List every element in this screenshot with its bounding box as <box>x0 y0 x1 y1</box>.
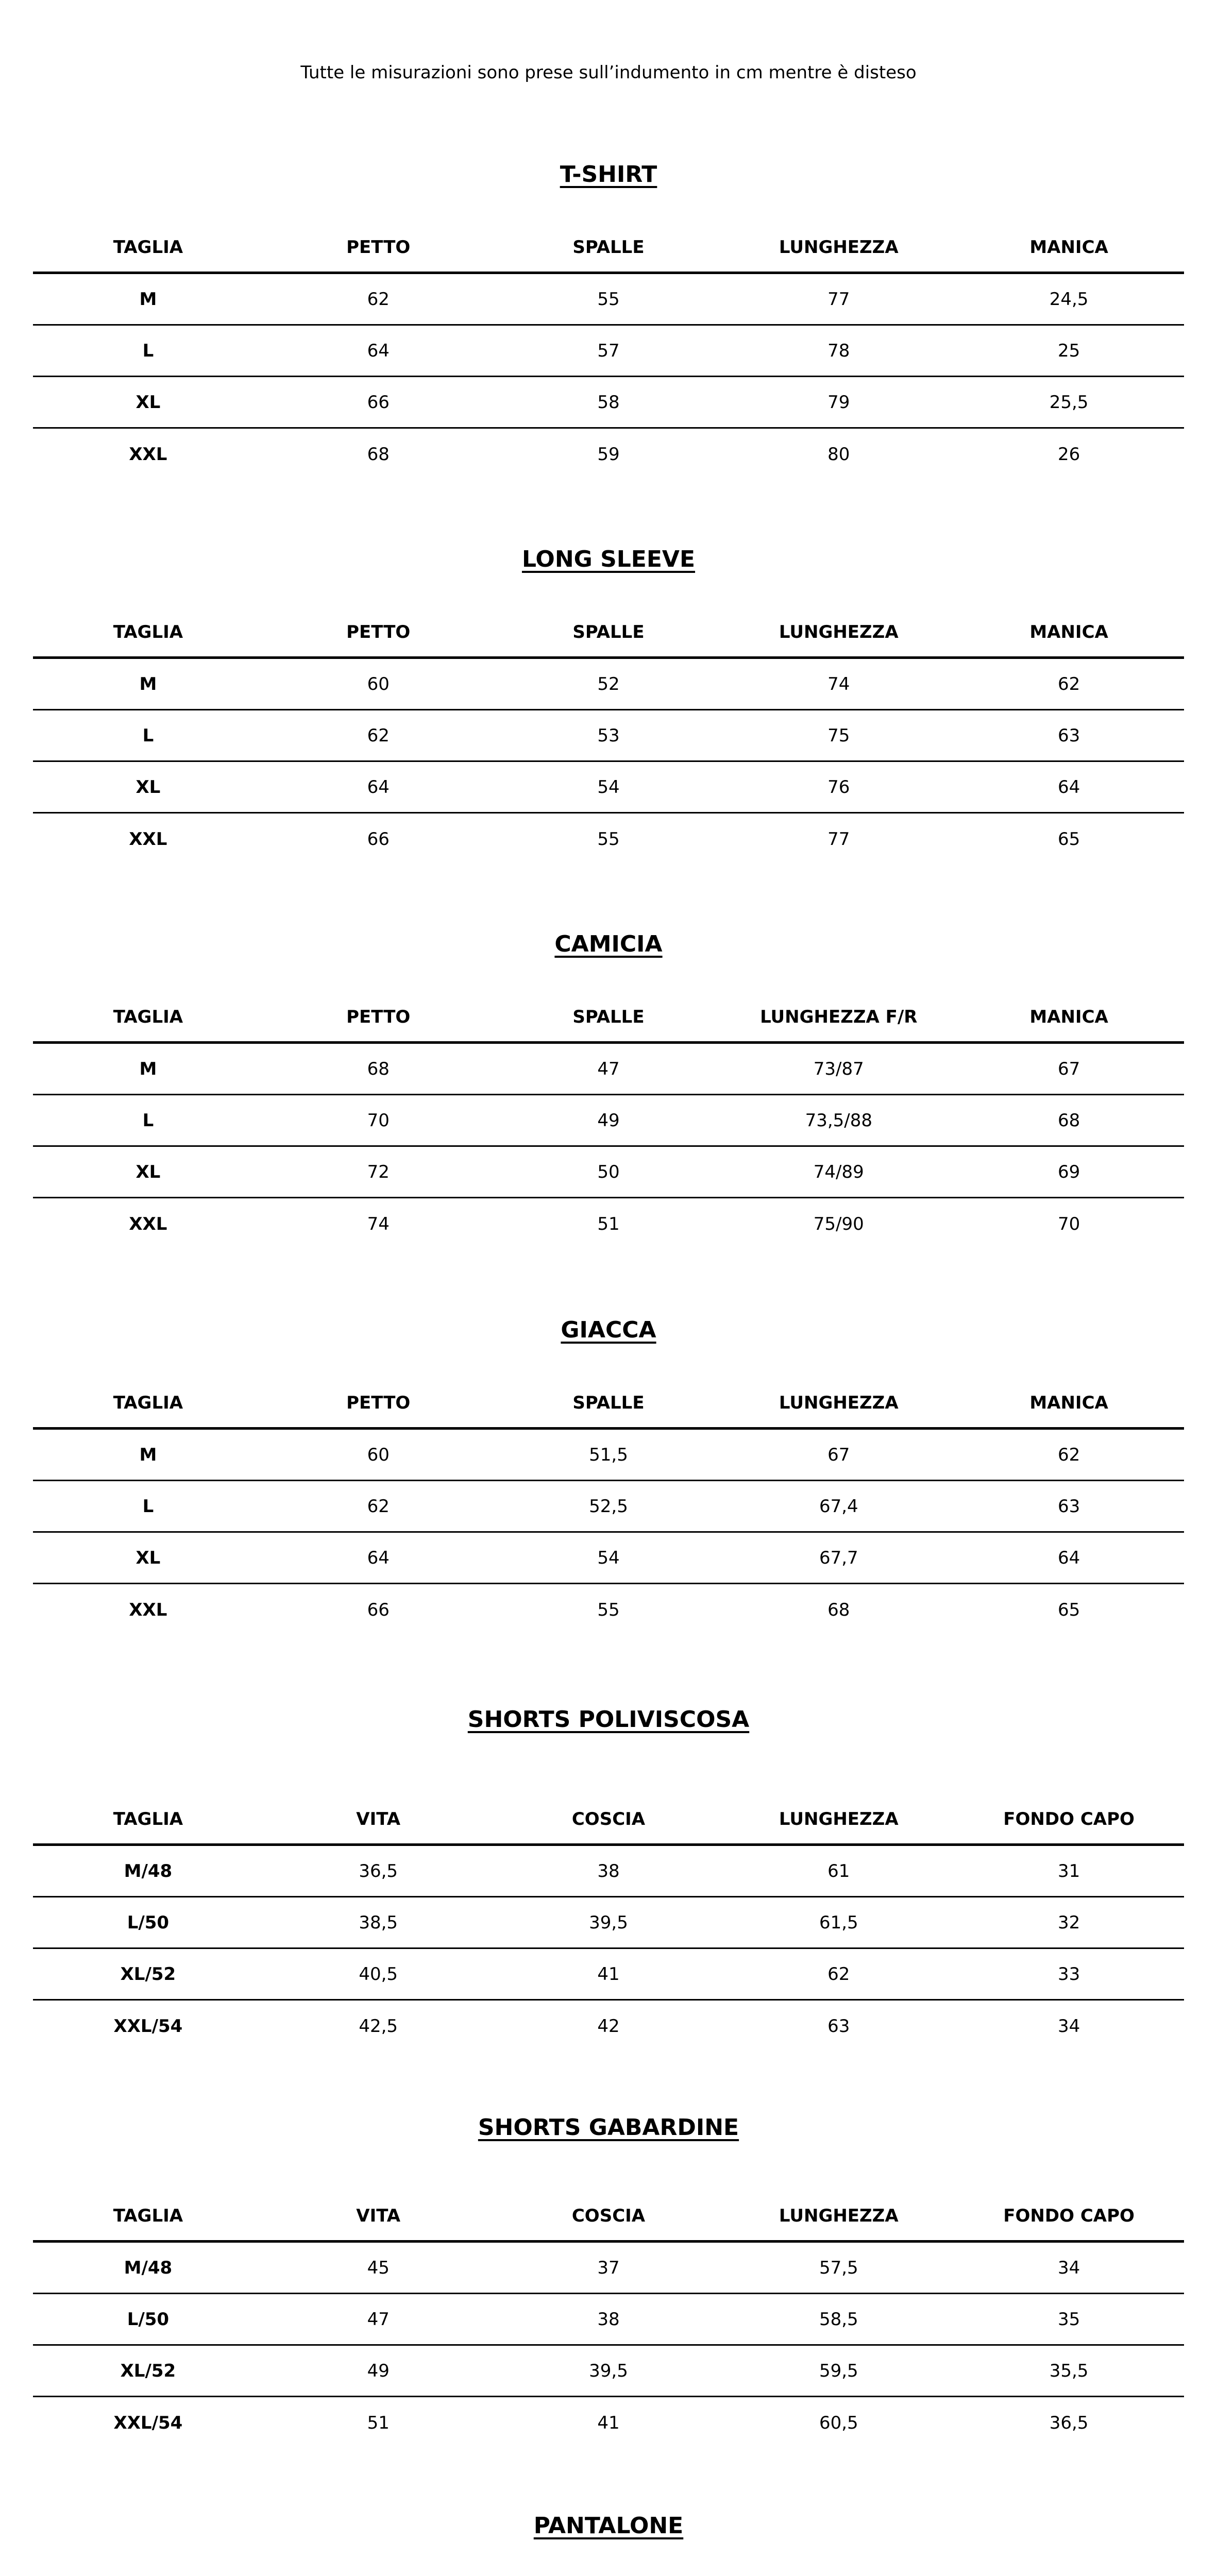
measurement-cell: 62 <box>1057 673 1080 694</box>
measurement-cell: 79 <box>827 392 850 413</box>
column-header: MANICA <box>1029 1006 1108 1027</box>
size-label: L <box>142 1496 154 1517</box>
measurement-cell: 59,5 <box>819 2360 858 2381</box>
column-header: LUNGHEZZA <box>779 1808 899 1829</box>
size-label: XXL <box>129 444 167 465</box>
measurement-cell: 35 <box>1057 2309 1080 2330</box>
measurement-cell: 73/87 <box>813 1058 864 1079</box>
column-header: PETTO <box>346 1006 411 1027</box>
section-title: LONG SLEEVE <box>521 546 696 572</box>
column-header: SPALLE <box>572 1006 645 1027</box>
measurement-cell: 59 <box>597 444 620 465</box>
column-header: LUNGHEZZA <box>779 2205 899 2226</box>
measurement-cell: 42 <box>597 2016 620 2037</box>
measurement-cell: 65 <box>1057 829 1080 850</box>
measurement-cell: 39,5 <box>589 2360 628 2381</box>
size-label: L <box>142 340 154 361</box>
table-row <box>33 2001 1184 2052</box>
table-row <box>33 814 1184 865</box>
measurement-cell: 24,5 <box>1049 289 1089 310</box>
measurement-cell: 33 <box>1057 1963 1080 1985</box>
table-row <box>33 1147 1184 1198</box>
measurement-cell: 40,5 <box>359 1963 398 1985</box>
measurement-note: Tutte le misurazioni sono prese sull’indumento in cm mentre è disteso <box>300 62 917 83</box>
column-header: LUNGHEZZA <box>779 1392 899 1413</box>
measurement-cell: 75/90 <box>813 1214 864 1234</box>
size-table <box>33 1794 1184 2052</box>
column-header: PETTO <box>346 621 411 642</box>
measurement-cell: 67,4 <box>819 1496 858 1517</box>
section-title: SHORTS GABARDINE <box>478 2114 739 2141</box>
measurement-cell: 35,5 <box>1049 2360 1089 2381</box>
table-header-row <box>33 607 1184 659</box>
column-header: TAGLIA <box>113 621 183 642</box>
size-label: L <box>142 725 154 746</box>
size-label: M/48 <box>124 1860 173 1882</box>
table-row <box>33 1198 1184 1250</box>
size-label: M <box>139 289 157 310</box>
measurement-cell: 68 <box>1057 1110 1080 1131</box>
measurement-cell: 57,5 <box>819 2257 858 2278</box>
table-row <box>33 659 1184 710</box>
size-label: M <box>139 673 157 694</box>
column-header: FONDO CAPO <box>1003 2205 1135 2226</box>
size-label: XXL <box>129 829 167 850</box>
size-label: XL <box>136 392 161 413</box>
column-header: COSCIA <box>571 1808 646 1829</box>
measurement-cell: 37 <box>597 2257 620 2278</box>
measurement-cell: 60,5 <box>819 2413 858 2433</box>
size-table <box>33 992 1184 1250</box>
measurement-cell: 58,5 <box>819 2309 858 2330</box>
measurement-cell: 41 <box>597 2413 620 2433</box>
measurement-cell: 41 <box>597 1963 620 1985</box>
measurement-cell: 49 <box>597 1110 620 1131</box>
measurement-cell: 52 <box>597 673 620 694</box>
section-title: SHORTS POLIVISCOSA <box>467 1706 750 1733</box>
table-header-row <box>33 992 1184 1044</box>
column-header: PETTO <box>346 1392 411 1413</box>
measurement-cell: 62 <box>1057 1444 1080 1465</box>
measurement-cell: 36,5 <box>359 1860 398 1882</box>
section-title: GIACCA <box>561 1317 656 1343</box>
measurement-cell: 34 <box>1057 2016 1080 2037</box>
measurement-cell: 60 <box>367 673 390 694</box>
measurement-cell: 55 <box>597 829 620 850</box>
measurement-cell: 64 <box>367 340 390 361</box>
measurement-cell: 51 <box>367 2413 390 2433</box>
column-header: TAGLIA <box>113 2205 183 2226</box>
column-header: FONDO CAPO <box>1003 1808 1135 1829</box>
measurement-cell: 67,7 <box>819 1547 858 1568</box>
column-header: TAGLIA <box>113 236 183 258</box>
section-title: CAMICIA <box>554 931 663 957</box>
column-header: TAGLIA <box>113 1808 183 1829</box>
table-row <box>33 377 1184 429</box>
measurement-cell: 78 <box>827 340 850 361</box>
table-header-row <box>33 223 1184 274</box>
size-label: XL/52 <box>120 2360 176 2381</box>
table-row <box>33 1897 1184 1949</box>
measurement-cell: 63 <box>827 2016 850 2037</box>
measurement-cell: 70 <box>1057 1214 1080 1234</box>
measurement-cell: 64 <box>367 776 390 798</box>
measurement-cell: 68 <box>367 1058 390 1079</box>
measurement-cell: 38 <box>597 2309 620 2330</box>
size-label: XXL/54 <box>113 2016 183 2037</box>
measurement-cell: 74/89 <box>813 1161 864 1182</box>
column-header: SPALLE <box>572 236 645 258</box>
measurement-cell: 68 <box>827 1600 850 1620</box>
measurement-cell: 62 <box>367 1496 390 1517</box>
measurement-cell: 54 <box>597 1547 620 1568</box>
measurement-cell: 60 <box>367 1444 390 1465</box>
measurement-cell: 54 <box>597 776 620 798</box>
size-label: L/50 <box>127 2309 170 2330</box>
measurement-cell: 64 <box>367 1547 390 1568</box>
measurement-cell: 49 <box>367 2360 390 2381</box>
measurement-cell: 55 <box>597 1600 620 1620</box>
size-label: XL/52 <box>120 1963 176 1985</box>
size-label: XXL <box>129 1214 167 1234</box>
table-row <box>33 1095 1184 1147</box>
size-table <box>33 2191 1184 2449</box>
measurement-cell: 47 <box>367 2309 390 2330</box>
size-table <box>33 607 1184 865</box>
table-row <box>33 1044 1184 1095</box>
table-row <box>33 762 1184 814</box>
measurement-cell: 62 <box>827 1963 850 1985</box>
measurement-cell: 67 <box>1057 1058 1080 1079</box>
measurement-cell: 26 <box>1057 444 1080 465</box>
table-row <box>33 2346 1184 2397</box>
measurement-cell: 72 <box>367 1161 390 1182</box>
measurement-cell: 62 <box>367 289 390 310</box>
column-header: TAGLIA <box>113 1006 183 1027</box>
table-row <box>33 2243 1184 2294</box>
measurement-cell: 63 <box>1057 725 1080 746</box>
measurement-cell: 69 <box>1057 1161 1080 1182</box>
measurement-cell: 51 <box>597 1214 620 1234</box>
size-table <box>33 1378 1184 1636</box>
section-title: T-SHIRT <box>560 161 657 188</box>
column-header: LUNGHEZZA <box>779 236 899 258</box>
measurement-cell: 58 <box>597 392 620 413</box>
measurement-cell: 62 <box>367 725 390 746</box>
measurement-cell: 52,5 <box>589 1496 628 1517</box>
measurement-cell: 61 <box>827 1860 850 1882</box>
table-row <box>33 1430 1184 1481</box>
measurement-cell: 64 <box>1057 776 1080 798</box>
table-header-row <box>33 2191 1184 2243</box>
size-label: M <box>139 1058 157 1079</box>
column-header: MANICA <box>1029 1392 1108 1413</box>
column-header: SPALLE <box>572 621 645 642</box>
measurement-cell: 65 <box>1057 1600 1080 1620</box>
size-label: XXL <box>129 1600 167 1620</box>
table-row <box>33 1481 1184 1533</box>
table-row <box>33 710 1184 762</box>
section-title: PANTALONE <box>533 2513 684 2539</box>
measurement-cell: 36,5 <box>1049 2413 1089 2433</box>
table-row <box>33 429 1184 480</box>
table-row <box>33 1584 1184 1636</box>
table-row <box>33 326 1184 377</box>
measurement-cell: 25,5 <box>1049 392 1089 413</box>
table-row <box>33 1533 1184 1584</box>
measurement-cell: 42,5 <box>359 2016 398 2037</box>
size-label: M <box>139 1444 157 1465</box>
size-label: M/48 <box>124 2257 173 2278</box>
measurement-cell: 74 <box>827 673 850 694</box>
measurement-cell: 63 <box>1057 1496 1080 1517</box>
size-label: XXL/54 <box>113 2413 183 2433</box>
measurement-cell: 80 <box>827 444 850 465</box>
column-header: LUNGHEZZA <box>779 621 899 642</box>
size-label: XL <box>136 1547 161 1568</box>
measurement-cell: 77 <box>827 289 850 310</box>
column-header: VITA <box>356 2205 401 2226</box>
column-header: MANICA <box>1029 236 1108 258</box>
table-header-row <box>33 1794 1184 1846</box>
column-header: PETTO <box>346 236 411 258</box>
measurement-cell: 51,5 <box>589 1444 628 1465</box>
measurement-cell: 67 <box>827 1444 850 1465</box>
table-header-row <box>33 1378 1184 1430</box>
measurement-cell: 57 <box>597 340 620 361</box>
table-row <box>33 2397 1184 2449</box>
column-header: VITA <box>356 1808 401 1829</box>
measurement-cell: 66 <box>367 829 390 850</box>
measurement-cell: 77 <box>827 829 850 850</box>
measurement-cell: 74 <box>367 1214 390 1234</box>
size-label: XL <box>136 1161 161 1182</box>
table-row <box>33 1949 1184 2001</box>
measurement-cell: 32 <box>1057 1912 1080 1933</box>
column-header: TAGLIA <box>113 1392 183 1413</box>
size-table <box>33 223 1184 480</box>
measurement-cell: 34 <box>1057 2257 1080 2278</box>
measurement-cell: 50 <box>597 1161 620 1182</box>
measurement-cell: 70 <box>367 1110 390 1131</box>
measurement-cell: 45 <box>367 2257 390 2278</box>
measurement-cell: 38 <box>597 1860 620 1882</box>
measurement-cell: 75 <box>827 725 850 746</box>
measurement-cell: 66 <box>367 1600 390 1620</box>
measurement-cell: 25 <box>1057 340 1080 361</box>
table-row <box>33 274 1184 326</box>
size-label: L <box>142 1110 154 1131</box>
size-label: L/50 <box>127 1912 170 1933</box>
table-row <box>33 1846 1184 1897</box>
measurement-cell: 66 <box>367 392 390 413</box>
size-label: XL <box>136 776 161 798</box>
column-header: COSCIA <box>571 2205 646 2226</box>
measurement-cell: 39,5 <box>589 1912 628 1933</box>
measurement-cell: 38,5 <box>359 1912 398 1933</box>
table-row <box>33 2294 1184 2346</box>
measurement-cell: 61,5 <box>819 1912 858 1933</box>
column-header: MANICA <box>1029 621 1108 642</box>
measurement-cell: 64 <box>1057 1547 1080 1568</box>
measurement-cell: 53 <box>597 725 620 746</box>
measurement-cell: 76 <box>827 776 850 798</box>
measurement-cell: 55 <box>597 289 620 310</box>
column-header: SPALLE <box>572 1392 645 1413</box>
measurement-cell: 68 <box>367 444 390 465</box>
measurement-cell: 47 <box>597 1058 620 1079</box>
measurement-cell: 31 <box>1057 1860 1080 1882</box>
column-header: LUNGHEZZA F/R <box>760 1006 918 1027</box>
measurement-cell: 73,5/88 <box>805 1110 872 1131</box>
